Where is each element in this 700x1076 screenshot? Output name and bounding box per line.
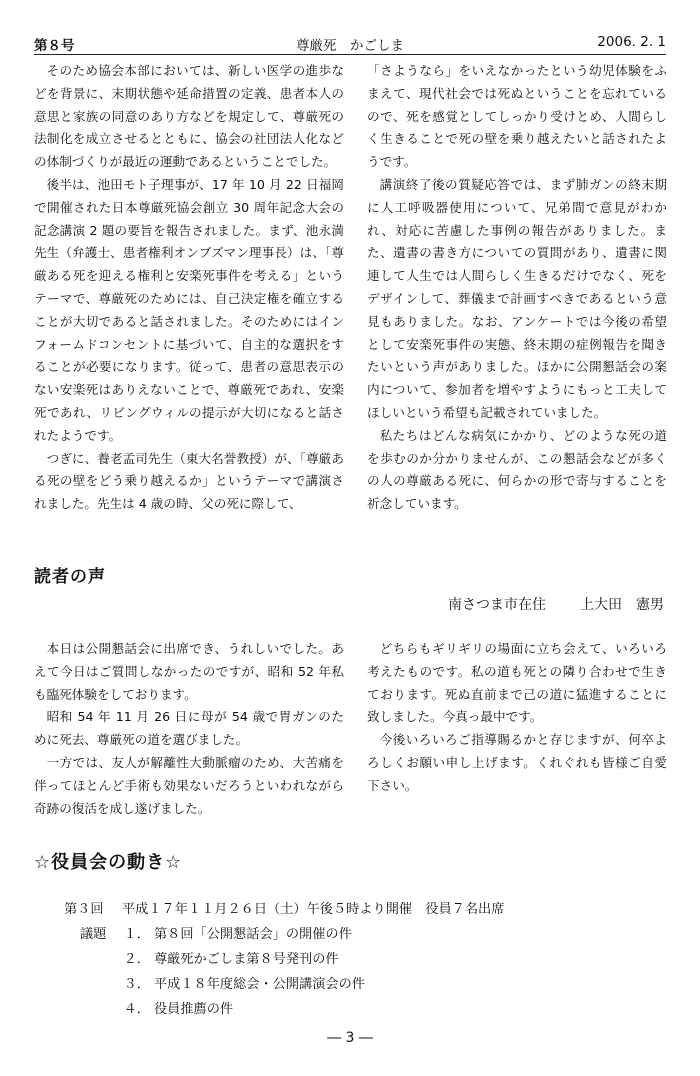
agenda-number: １． <box>123 927 150 942</box>
reader-paragraph: どちらもギリギリの場面に立ち会えて、いろいろ考えたものです。私の道も死との隣り合わせで生きております。死ぬ直前まで己の道に猛進することに致しました。今真っ最中です。 <box>367 641 667 725</box>
article-paragraph: 講演終了後の質疑応答では、まず肺ガンの終末期に人工呼吸器使用について、兄弟間で意見がわかれ、対応に苦慮した事例の報告がありました。また、遺書の書き方についての質問があり、遺書に関連して人生では人間らしく生きるだけでなく、死をデザインして、葬儀まで計画すべきであるという意見もありました。なお、アンケートでは今後の希望として安楽死事件の実態、終末期の症例報告を聞きたいという声がありました。ほかに公開懇話会の案内について、参加者を増やすようにもっと工夫してほしいという希望も記載されていました。 <box>367 176 667 420</box>
agenda-row <box>64 972 504 997</box>
reader-byline <box>448 594 664 614</box>
agenda-number: ３． <box>123 977 150 992</box>
agenda-item: 役員推薦の件 <box>154 1002 234 1017</box>
reader-paragraph: 一方では、友人が解離性大動脈瘤のため、大苦痛を伴ってほとんど手術も効果ないだろうといわれながら奇跡の復活を成し遂げました。 <box>34 754 344 816</box>
meeting-details: 平成１７年１１月２６日（土）午後５時より開催 役員７名出席 <box>122 902 505 917</box>
newsletter-title: 尊厳死 かごしま <box>296 38 404 54</box>
agenda-item: 第８回「公開懇話会」の開催の件 <box>154 927 352 942</box>
board-section-title: ☆役員会の動き☆ <box>34 852 183 873</box>
agenda-number: ４． <box>123 1002 150 1017</box>
page-header <box>34 32 666 55</box>
article-right-column <box>367 60 667 516</box>
agenda-row <box>64 947 504 972</box>
page-number: ― 3 ― <box>327 1030 373 1046</box>
meeting-label: 第３回 <box>64 902 104 917</box>
reader-right-column <box>367 638 667 798</box>
board-meeting-block <box>64 897 504 1022</box>
reader-voice-title: 読者の声 <box>34 567 106 587</box>
agenda-row <box>64 997 504 1022</box>
agenda-number: ２． <box>123 952 150 967</box>
agenda-item: 尊厳死かごしま第８号発刊の件 <box>154 952 339 967</box>
issue-date: 2006. 2. 1 <box>597 34 666 50</box>
article-paragraph: 「さようなら」をいえなかったという幼児体験をふまえて、現代社会では死ぬということを忘れているので、死を感覚としてしっかり受けとめ、人間らしく生きることで死の壁を乗り越えたいと話されたようです。 <box>367 63 667 170</box>
reader-paragraph: 今後いろいろご指導賜るかと存じますが、何卒よろしくお願い申し上げます。くれぐれも皆様ご自愛下さい。 <box>367 732 667 793</box>
issue-number: 第８号 <box>34 38 75 54</box>
article-paragraph: 後半は、池田モト子理事が、17 年 10 月 22 日福岡で開催された日本尊厳死協会創立 30 周年記念大会の記念講演 2 題の要旨を報告されました。まず、池永満先生（弁護士、患者権利オンブズマン理事長）は、「尊厳ある死を迎える権利と安楽死事件を考える」というテーマで、尊厳死のためには、自己決定権を確立することが大切であると話されました。そのためにはインフォームドコンセントに基づいて、自主的な選択をすることが必要になります。従って、患者の意思表示のない安楽死はありえないことで、尊厳死であれ、安楽死であれ、リビングウィルの提示が大切になると話されたようです。 <box>34 176 344 443</box>
article-paragraph: そのため協会本部においては、新しい医学の進歩などを背景に、末期状態や延命措置の定義、患者本人の意思と家族の同意のあり方などを規定して、尊厳死の法制化を成立させるとともに、協会の社団法人化などの体制づくりが最近の運動であるということでした。 <box>34 63 344 170</box>
agenda-item: 平成１８年度総会・公開講演会の件 <box>154 977 365 992</box>
reader-paragraph: 本日は公開懇話会に出席でき、うれしいでした。あえて今日はご質問しなかったのですが、昭和 52 年私も臨死体験をしております。 <box>34 641 344 702</box>
article-paragraph: 私たちはどんな病気にかかり、どのような死の道を歩むのか分かりませんが、この懇話会などが多くの人の尊厳ある死に、何らかの形で寄与することを祈念しています。 <box>367 427 667 512</box>
reader-paragraph: 昭和 54 年 11 月 26 日に母が 54 歳で胃ガンのために死去、尊厳死の道を選びました。 <box>34 709 344 748</box>
agenda-row <box>64 922 504 947</box>
reader-name: 上大田 憲男 <box>580 597 664 613</box>
meeting-row <box>64 897 504 922</box>
reader-left-column <box>34 638 344 820</box>
reader-residence: 南さつま市在住 <box>448 597 546 613</box>
article-left-column <box>34 60 344 516</box>
agenda-label: 議題 <box>80 927 107 942</box>
article-paragraph: つぎに、養老孟司先生（東大名誉教授）が、「尊厳ある死の壁をどう乗り越えるか」というテーマで講演されました。先生は 4 歳の時、父の死に際して、 <box>34 450 344 512</box>
